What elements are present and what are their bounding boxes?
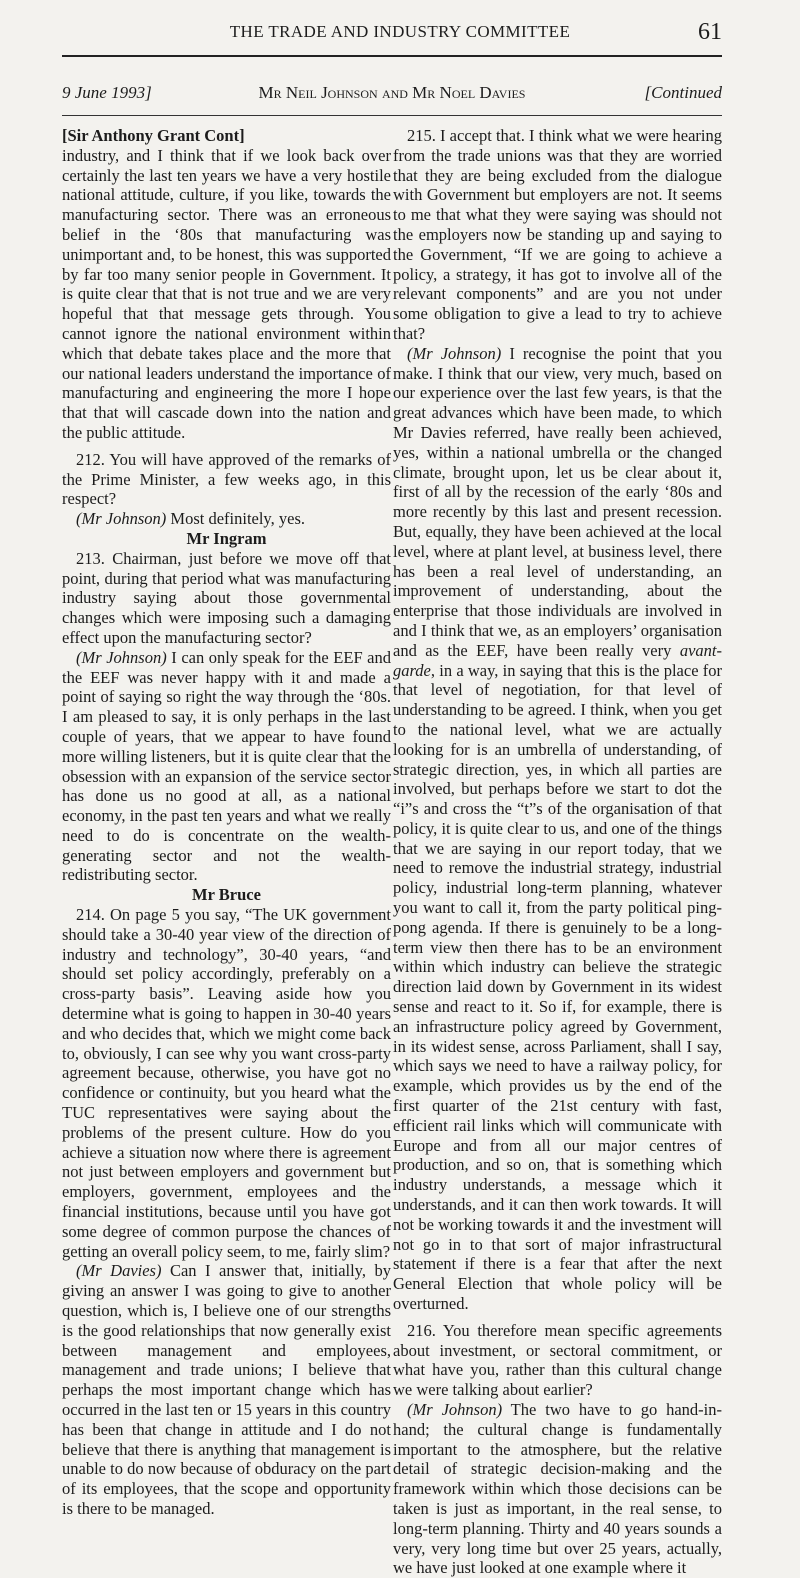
running-head bbox=[0, 19, 800, 52]
answer-214 bbox=[62, 1261, 391, 1518]
answer-215 bbox=[393, 344, 722, 1314]
session-date: 9 June 1993] bbox=[62, 83, 152, 102]
right-column bbox=[393, 126, 722, 1578]
header-rule bbox=[62, 55, 722, 57]
question-212: 212. You will have approved of the remarks of the Prime Minister, a few weeks ago, in this respect? bbox=[62, 449, 391, 509]
answer-213 bbox=[62, 648, 391, 886]
answer-215-italic-term: avant-garde bbox=[393, 640, 722, 680]
answer-213-witness: (Mr Johnson) bbox=[76, 647, 167, 667]
answer-214-text: Can I answer that, initially, by giving an answer I was going to give to another question, which is, I believe one of our strengths is the good relationships that now generally exist between management and employees, management and trade unions; I believe that perhaps the most important change which has occurred in the last ten or 15 years in this country has been that change in attitude and I do not believe that there is anything that management is unable to do now because of obduracy on the part of its employees, that the scope and opportunity is there to be managed. bbox=[62, 1261, 391, 1518]
answer-212-witness: (Mr Johnson) bbox=[76, 509, 167, 529]
continued-marker: [Continued bbox=[644, 83, 722, 102]
answer-216-witness: (Mr Johnson) bbox=[407, 1400, 503, 1419]
question-215: 215. I accept that. I think what we were hearing from the trade unions was that they are worried that they are being excluded from the dialogue with Government but employers are not. It seems to me that what they were saying was should not the employers now be standing up and saying to the Government, “If we are going to achieve a policy, a strategy, it has got to involve all of the relevant components” and are you not under some obligation to give a lead to try to achieve that? bbox=[393, 126, 722, 343]
answer-212-text: Most definitely, yes. bbox=[166, 509, 305, 529]
speaker-mr-ingram: Mr Ingram bbox=[186, 528, 267, 548]
meta-rule bbox=[62, 115, 722, 116]
question-216: 216. You therefore mean specific agreements about investment, or sectoral commitment, or what have you, rather than this cultural change we were talking about earlier? bbox=[393, 1320, 722, 1400]
speaker-mr-bruce: Mr Bruce bbox=[192, 885, 261, 905]
answer-213-text: I can only speak for the EEF and the EEF was never happy with it and made a point of saying so right the way through the ‘80s. I am pleased to say, it is only perhaps in the last couple of years, that we appear to have found more willing listeners, but it is quite clear that the obsession with an expansion of the service sector has done us no good at all, as a national economy, in the past ten years and what we really need to do is concentrate on the wealth-generating sector and not the wealth-redistributing sector. bbox=[62, 647, 391, 885]
question-213: 213. Chairman, just before we move off that point, during that period what was manufacturing industry saying about those governmental changes which were imposing such a damaging effect upon the manufacturing sector? bbox=[62, 548, 391, 647]
answer-216-text: The two have to go hand-in-hand; the cultural change is fundamentally important to the atmosphere, but the relative detail of strategic decision-making and the framework within which those decisions can be taken is just as important, in the real sense, to long-term planning. Thirty and 40 years sounds a very, very long time but over 25 years, actually, we have just looked at one example where it bbox=[393, 1400, 722, 1578]
answer-212 bbox=[62, 509, 391, 529]
speaker-sir-anthony-grant: [Sir Anthony Grant Cont] bbox=[62, 126, 245, 145]
answer-215-text-part-1: I recognise the point that you make. I think that our view, very much, based on our experience over the last few years, is that the great advances which have been made, to which Mr Davies referred, have really been achieved, yes, within a national umbrella or the changed climate, brought upon, let us be clear about it, first of all by the recession of the early ‘80s and more recently by this last and present recession. But, equally, they have been achieved at the local level, where at plant level, at business level, there has been a real level of understanding, an improvement of understanding, about the enterprise that those individuals are involved in and I think that we, as an employers’ organisation and as the EEF, have been really very bbox=[393, 343, 722, 660]
page-number: 61 bbox=[698, 19, 722, 45]
answer-216 bbox=[393, 1400, 722, 1578]
paragraph-continued: industry, and I think that if we look back over certainly the last ten years we have a very hostile national attitude, culture, if you like, towards the manufacturing sector. There was an erroneous belief in the ‘80s that manufacturing was unimportant and, to be honest, this was supported by far too many senior people in Government. It is quite clear that that is not true and we are very hopeful that that message gets through. You cannot ignore the national environment within which that debate takes place and the more that our national leaders understand the importance of manufacturing and engineering the more I hope that that will cascade down into the nation and the public attitude. bbox=[62, 145, 391, 442]
witness-names: Mr Neil Johnson and Mr Noel Davies bbox=[258, 83, 526, 102]
question-214: 214. On page 5 you say, “The UK government should take a 30-40 year view of the direction of industry and technology”, 30-40 years, “and should set policy accordingly, preferably on a cross-party basis”. Leaving aside how you determine what is going to happen in 30-40 years and who decides that, which we might come back to, obviously, I can see why you want cross-party agreement because, otherwise, you have got no confidence or continuity, but you heard what the TUC representatives were saying about the problems of the present culture. How do you achieve a situation now where there is agreement not just between employers and government but employers, government, employees and the financial institutions, because until you have got some degree of common purpose the chances of getting an overall policy seem, to me, fairly slim? bbox=[62, 905, 391, 1261]
answer-215-witness: (Mr Johnson) bbox=[407, 343, 502, 363]
left-column bbox=[62, 126, 391, 1519]
answer-214-witness: (Mr Davies) bbox=[76, 1261, 162, 1281]
answer-215-text-part-2: , in a way, in saying that this is the place for that level of negotiation, for that level of understanding to be agreed. I think, when you get to the national level, what we are actually looking for is an umbrella of understanding, of strategic direction, yes, in which all parties are involved, but perhaps before we start to dot the “i”s and cross the “t”s of the organisation of that policy, it is quite clear to us, and one of the things that we are saying in our report today, that we need to remove the industrial strategy, industrial policy, industrial long-term planning, whatever you want to call it, from the party political ping-pong agenda. If there is genuinely to be a long-term view then there has to be an environment within which industry can believe the strategic direction laid down by Government in its widest sense and react to it. So if, for example, there is an infrastructure policy agreed by Government, in its widest sense, across Parliament, shall I say, which says we need to have a railway policy, for example, which provides us by the end of the first quarter of the 21st century with fast, efficient rail links which will communicate with Europe and from all our major centres of production, and so on, that is something which industry understands, a message which it understands, and it can then work towards. It will not be working towards it and the investment will not go in to that sort of major infrastructural statement if there is a fear that after the next General Election that whole policy will be overturned. bbox=[393, 660, 722, 1314]
committee-title: THE TRADE AND INDUSTRY COMMITTEE bbox=[229, 22, 571, 41]
session-meta bbox=[62, 83, 722, 107]
